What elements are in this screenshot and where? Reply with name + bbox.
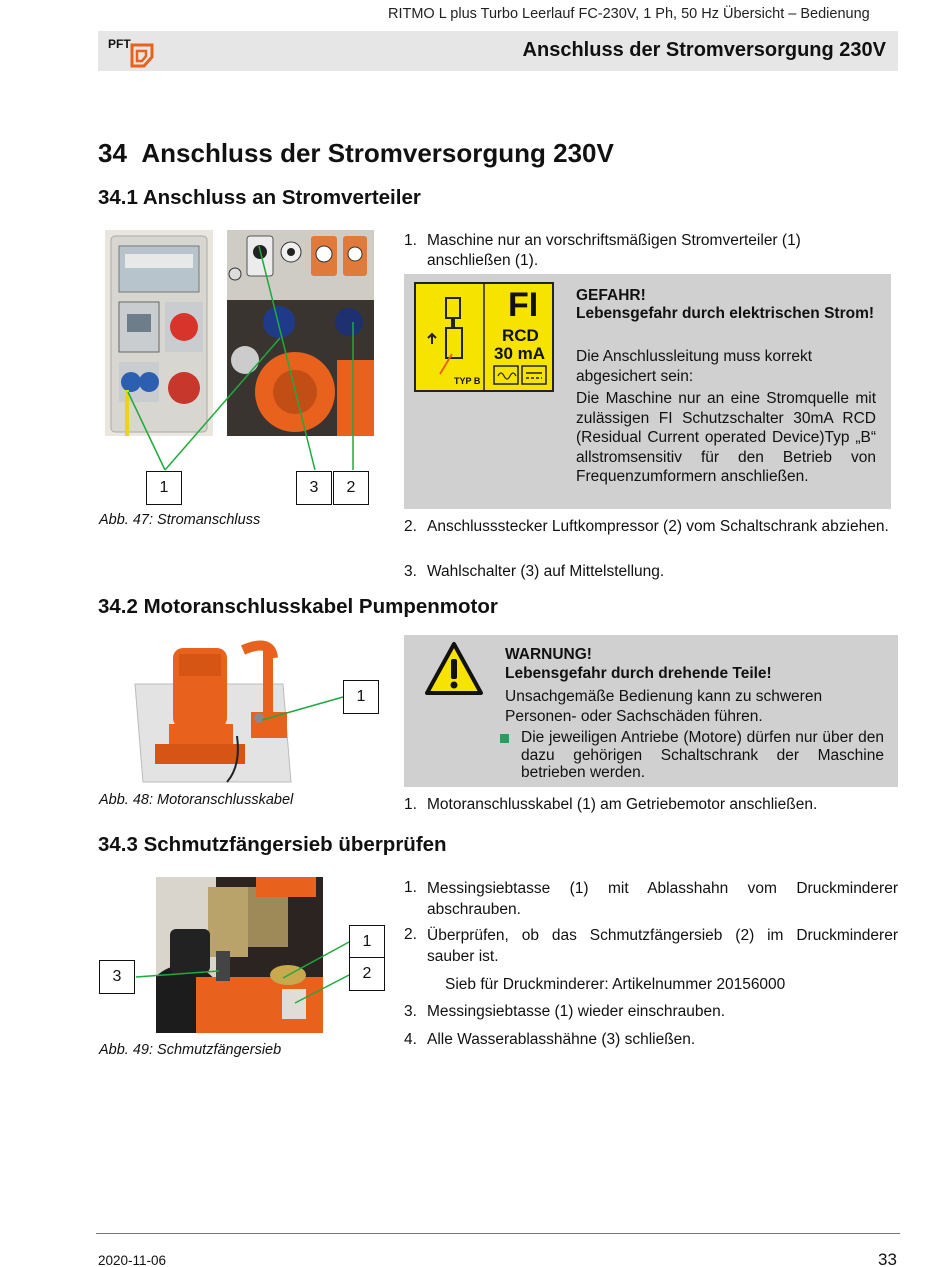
step-1 (404, 795, 898, 815)
step-text: Überprüfen, ob das Schmutzfängersieb (2) im Druckminderer sauber ist. (427, 927, 898, 965)
step-1 (404, 878, 898, 918)
fig48-leader-line (0, 600, 400, 800)
step-4 (404, 1030, 898, 1050)
step-number: 2. (404, 518, 417, 535)
warning-box (404, 635, 898, 787)
figure-caption-49: Abb. 49: Schmutzfängersieb (99, 1042, 282, 1058)
sign-fi: FI (508, 286, 539, 324)
step-1 (404, 231, 898, 271)
subsection-heading-34-1: 34.1 Anschluss an Stromverteiler (98, 186, 421, 209)
callout-2: 2 (349, 957, 385, 991)
step-number: 3. (404, 1003, 417, 1020)
danger-text-1: Die Anschlussleitung muss korrekt abgesichert sein: (576, 348, 813, 385)
step-number: 1. (404, 879, 417, 896)
fig49-leader-lines (0, 860, 400, 1060)
step-text: Anschlussstecker Luftkompressor (2) vom Schaltschrank abziehen. (427, 518, 889, 535)
fi-rcd-sign (414, 282, 554, 392)
danger-title: GEFAHR! (576, 287, 646, 304)
step-3 (404, 1002, 898, 1022)
step-text: Maschine nur an vorschriftsmäßigen Stromverteiler (1) anschließen (1). (427, 232, 801, 269)
figure-caption-47: Abb. 47: Stromanschluss (99, 512, 261, 528)
article-number-note: Sieb für Druckminderer: Artikelnummer 20156000 (445, 976, 786, 993)
subsection-heading-34-2: 34.2 Motoranschlusskabel Pumpenmotor (98, 595, 498, 618)
step-3 (404, 562, 898, 582)
danger-text-2: Die Maschine nur an eine Stromquelle mit zulässigen FI Schutzschalter 30mA RCD (Residual Current operated Device)Typ „B“ allstromsensitiv für den Betrieb von Frequenzumformern anschließen. (576, 390, 876, 485)
step-text: Messingsiebtasse (1) wieder einschrauben. (427, 1003, 726, 1020)
logo-text: PFT (108, 37, 131, 51)
callout-1: 1 (349, 925, 385, 958)
warning-subtitle: Lebensgefahr durch drehende Teile! (505, 665, 772, 682)
footer-date: 2020-11-06 (98, 1253, 167, 1267)
step-number: 1. (404, 232, 417, 249)
warning-triangle-icon (424, 641, 484, 697)
sign-ma: 30 mA (494, 344, 546, 363)
section-title: Anschluss der Stromversorgung 230V (141, 138, 614, 168)
step-2 (404, 517, 898, 557)
document-title: RITMO L plus Turbo Leerlauf FC-230V, 1 Ph, 50 Hz Übersicht – Bedienung (388, 6, 870, 22)
figure-caption-48: Abb. 48: Motoranschlusskabel (99, 792, 294, 808)
step-number: 2. (404, 926, 417, 943)
warning-title: WARNUNG! (505, 646, 592, 663)
warning-text: Unsachgemäße Bedienung kann zu schweren Personen- oder Sachschäden führen. (505, 688, 823, 725)
page-number: 33 (878, 1250, 897, 1267)
callout-2: 2 (333, 471, 369, 505)
callout-1: 1 (343, 680, 379, 714)
subsection-heading-34-3: 34.3 Schmutzfängersieb überprüfen (98, 833, 447, 856)
step-number: 1. (404, 796, 417, 813)
step-text: Motoranschlusskabel (1) am Getriebemotor anschließen. (427, 796, 818, 813)
callout-3: 3 (296, 471, 332, 505)
callout-3: 3 (99, 960, 135, 994)
step-number: 4. (404, 1031, 417, 1048)
step-text: Wahlschalter (3) auf Mittelstellung. (427, 563, 665, 580)
sign-rcd: RCD (502, 326, 539, 345)
section-number: 34 (98, 138, 127, 168)
sign-typ: TYP B (454, 376, 481, 386)
danger-box (404, 274, 891, 509)
danger-subtitle: Lebensgefahr durch elektrischen Strom! (576, 305, 875, 322)
bullet-square-icon (500, 734, 509, 743)
step-number: 3. (404, 563, 417, 580)
step-text: Messingsiebtasse (1) mit Ablasshahn vom Druckminderer abschrauben. (427, 880, 898, 918)
step-2 (404, 925, 898, 967)
step-text: Alle Wasserablasshähne (3) schließen. (427, 1031, 696, 1048)
banner-title: Anschluss der Stromversorgung 230V (522, 39, 886, 61)
footer-divider (96, 1233, 900, 1234)
warning-bullet-text: Die jeweiligen Antriebe (Motore) dürfen nur über den dazu gehörigen Schaltschrank der Maschine betrieben werden. (521, 729, 884, 781)
callout-1: 1 (146, 471, 182, 505)
